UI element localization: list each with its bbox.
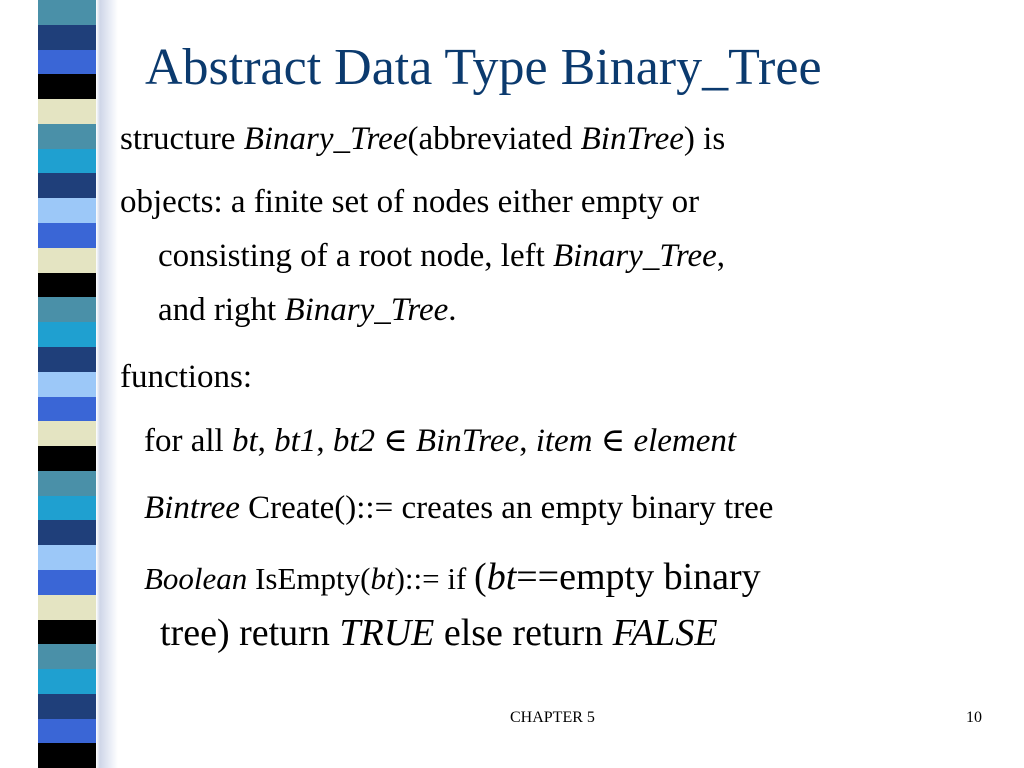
stripe-block	[38, 669, 96, 694]
footer-chapter: CHAPTER 5	[510, 709, 595, 726]
text-paren: (	[474, 556, 487, 598]
stripe-block	[38, 99, 96, 124]
stripe-block	[38, 223, 96, 248]
stripe-block	[38, 25, 96, 50]
stripe-column	[38, 0, 96, 768]
text-binary-tree-right: Binary_Tree	[284, 292, 449, 328]
text-item: item	[535, 423, 593, 459]
text-create: Create()::= creates an empty binary tree	[239, 490, 774, 526]
text-structure: structure	[120, 121, 244, 157]
text-bintree-set: BinTree	[415, 423, 520, 459]
text-bintree: BinTree	[580, 121, 684, 157]
objects-line-2	[158, 235, 725, 277]
text-bt: bt	[231, 423, 258, 459]
stripe-block	[38, 719, 96, 744]
element-of-symbol: ∈	[374, 423, 416, 459]
isempty-line	[144, 556, 761, 600]
text-if: )::= if	[394, 561, 475, 596]
stripe-block	[38, 694, 96, 719]
text-abbreviated: (abbreviated	[407, 121, 581, 157]
stripe-block	[38, 50, 96, 75]
text-else-return: else return	[434, 612, 613, 654]
text-binary-tree-left: Binary_Tree	[553, 238, 717, 274]
stripe-block	[38, 347, 96, 372]
return-line	[160, 612, 718, 656]
text-bt2: bt2	[332, 423, 375, 459]
decorative-stripe	[0, 0, 118, 768]
create-line	[144, 487, 773, 529]
text-boolean: Boolean	[144, 561, 248, 596]
stripe-block	[38, 446, 96, 471]
stripe-block	[38, 0, 96, 25]
stripe-block	[38, 173, 96, 198]
text-tree-return: tree) return	[160, 612, 340, 654]
text-sep-2: ,	[316, 423, 333, 459]
stripe-block	[38, 595, 96, 620]
text-binary-tree: Binary_Tree	[243, 121, 408, 157]
stripe-block	[38, 372, 96, 397]
stripe-block	[38, 496, 96, 521]
objects-line-3	[158, 289, 457, 331]
text-is: ) is	[683, 121, 726, 157]
stripe-block	[38, 248, 96, 273]
text-comma: ,	[716, 238, 726, 274]
element-of-symbol-2: ∈	[592, 423, 634, 459]
stripe-block	[38, 297, 96, 322]
stripe-block	[38, 620, 96, 645]
text-and-right: and right	[158, 292, 285, 328]
text-for-all: for all	[144, 423, 232, 459]
stripe-block	[38, 520, 96, 545]
text-bt1: bt1	[274, 423, 317, 459]
text-sep-1: ,	[257, 423, 275, 459]
stripe-block	[38, 397, 96, 422]
for-all-line	[144, 420, 736, 462]
text-bintree-type: Bintree	[144, 490, 240, 526]
stripe-block	[38, 545, 96, 570]
text-isempty: IsEmpty(	[247, 561, 371, 596]
stripe-block	[38, 124, 96, 149]
text-objects: objects: a finite set of nodes either empty or	[120, 184, 700, 220]
text-period: .	[448, 292, 457, 328]
stripe-block	[38, 570, 96, 595]
structure-line	[120, 118, 725, 160]
stripe-block	[38, 322, 96, 347]
footer-page-number: 10	[966, 709, 982, 726]
functions-line	[120, 356, 252, 398]
text-consisting: consisting of a root node, left	[158, 238, 554, 274]
text-false: FALSE	[612, 612, 718, 654]
stripe-block	[38, 421, 96, 446]
stripe-block	[38, 198, 96, 223]
text-bt-cond: bt	[486, 556, 517, 598]
objects-line-1	[120, 181, 699, 223]
text-true: TRUE	[339, 612, 435, 654]
slide-title: Abstract Data Type Binary_Tree	[145, 39, 822, 96]
stripe-block	[38, 149, 96, 174]
stripe-block	[38, 273, 96, 298]
text-bt-param: bt	[370, 561, 395, 596]
stripe-block	[38, 743, 96, 768]
stripe-block	[38, 644, 96, 669]
text-functions: functions:	[120, 359, 252, 395]
stripe-block	[38, 471, 96, 496]
text-sep-3: ,	[519, 423, 536, 459]
text-empty-binary: ==empty binary	[516, 556, 761, 598]
stripe-block	[38, 74, 96, 99]
text-element: element	[633, 423, 737, 459]
